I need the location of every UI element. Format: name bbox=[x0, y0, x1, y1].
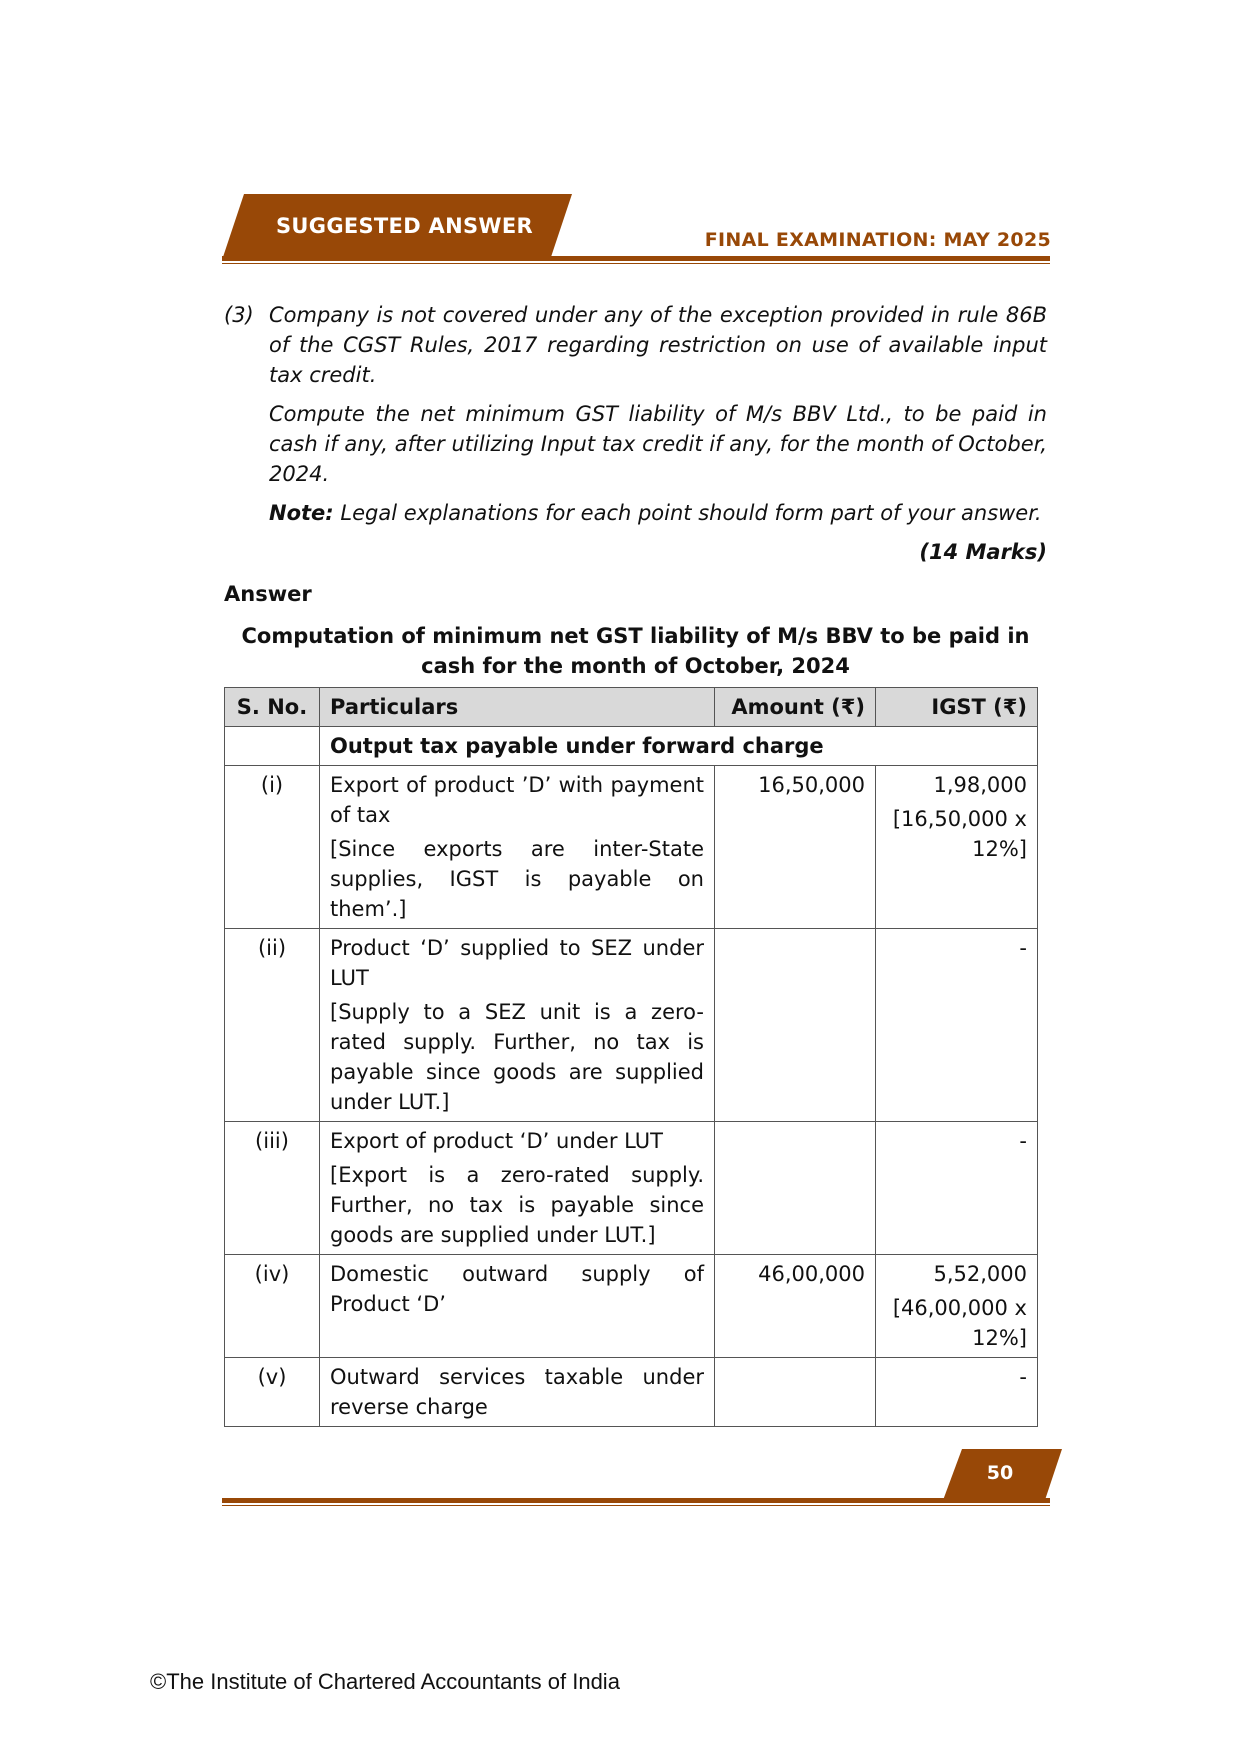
row-amount bbox=[715, 1358, 876, 1427]
row-igst bbox=[876, 766, 1038, 929]
row-particular-note: [Export is a zero-rated supply. Further, no tax is payable since goods are supplied under LUT.] bbox=[330, 1163, 704, 1247]
row-amount: 16,50,000 bbox=[715, 766, 876, 929]
footer-rule-thin bbox=[222, 1505, 1050, 1506]
question-instruction: Compute the net minimum GST liability of M/s BBV Ltd., to be paid in cash if any, after utilizing Input tax credit if any, for the month of October, 2024. bbox=[269, 402, 1047, 486]
row-sno: (i) bbox=[225, 766, 320, 929]
question-marks: (14 Marks) bbox=[919, 540, 1047, 564]
row-particular-text: Export of product ‘D’ under LUT bbox=[330, 1129, 664, 1153]
row-particular-note: [Supply to a SEZ unit is a zero-rated supply. Further, no tax is payable since goods are supplied under LUT.] bbox=[330, 1000, 704, 1114]
section-title: Output tax payable under forward charge bbox=[320, 727, 1038, 766]
row-sno: (v) bbox=[225, 1358, 320, 1427]
copyright-text: ©The Institute of Chartered Accountants of India bbox=[150, 1669, 620, 1694]
row-igst-value: - bbox=[1019, 1129, 1027, 1153]
row-amount bbox=[715, 929, 876, 1122]
row-particulars bbox=[320, 1358, 715, 1427]
page-number: 50 bbox=[986, 1462, 1014, 1484]
question-item bbox=[224, 300, 1047, 390]
table-row bbox=[225, 929, 1038, 1122]
row-particulars bbox=[320, 929, 715, 1122]
header-sno: S. No. bbox=[225, 688, 320, 727]
section-row bbox=[225, 727, 1038, 766]
row-particular-note: [Since exports are inter-State supplies, IGST is payable on them’.] bbox=[330, 837, 704, 921]
row-particular-text: Export of product ’D’ with payment of tax bbox=[330, 773, 704, 827]
table-row bbox=[225, 1122, 1038, 1255]
row-igst bbox=[876, 929, 1038, 1122]
row-igst bbox=[876, 1358, 1038, 1427]
row-sno: (iv) bbox=[225, 1255, 320, 1358]
row-igst-note: [46,00,000 x 12%] bbox=[892, 1296, 1027, 1350]
row-igst-value: - bbox=[1019, 936, 1027, 960]
row-particulars bbox=[320, 766, 715, 929]
header-rule bbox=[222, 256, 1050, 261]
row-igst-value: - bbox=[1019, 1365, 1027, 1389]
row-particular-text: Outward services taxable under reverse charge bbox=[330, 1365, 704, 1419]
row-igst-value: 1,98,000 bbox=[933, 773, 1027, 797]
row-igst bbox=[876, 1255, 1038, 1358]
header-particulars: Particulars bbox=[320, 688, 715, 727]
question-item-number: (3) bbox=[224, 303, 254, 327]
row-igst bbox=[876, 1122, 1038, 1255]
answer-label: Answer bbox=[224, 582, 312, 606]
row-particulars bbox=[320, 1122, 715, 1255]
header-tab-label: SUGGESTED ANSWER bbox=[276, 214, 533, 238]
table-row bbox=[225, 1358, 1038, 1427]
page-content bbox=[224, 300, 1047, 1427]
table-caption: Computation of minimum net GST liability of M/s BBV to be paid in cash for the month of October, 2024 bbox=[241, 624, 1030, 678]
row-sno: (ii) bbox=[225, 929, 320, 1122]
row-amount bbox=[715, 1122, 876, 1255]
row-particular-text: Domestic outward supply of Product ‘D’ bbox=[330, 1262, 704, 1316]
note-label: Note: bbox=[269, 501, 334, 525]
question-note bbox=[269, 498, 1047, 528]
note-text: Legal explanations for each point should form part of your answer. bbox=[340, 501, 1042, 525]
row-igst-note: [16,50,000 x 12%] bbox=[892, 807, 1027, 861]
row-particulars bbox=[320, 1255, 715, 1358]
gst-computation-table bbox=[224, 687, 1038, 1427]
exam-title: FINAL EXAMINATION: MAY 2025 bbox=[704, 229, 1051, 251]
footer-rule bbox=[222, 1498, 1050, 1503]
row-igst-value: 5,52,000 bbox=[933, 1262, 1027, 1286]
table-row bbox=[225, 1255, 1038, 1358]
section-sno-cell bbox=[225, 727, 320, 766]
table-header-row bbox=[225, 688, 1038, 727]
table-row bbox=[225, 766, 1038, 929]
row-particular-text: Product ‘D’ supplied to SEZ under LUT bbox=[330, 936, 704, 990]
header-igst: IGST (₹) bbox=[876, 688, 1038, 727]
row-sno: (iii) bbox=[225, 1122, 320, 1255]
row-amount: 46,00,000 bbox=[715, 1255, 876, 1358]
header-amount: Amount (₹) bbox=[715, 688, 876, 727]
question-item-text: Company is not covered under any of the exception provided in rule 86B of the CGST Rules, 2017 regarding restriction on use of available input tax credit. bbox=[269, 303, 1047, 387]
header-rule-thin bbox=[222, 263, 1050, 264]
